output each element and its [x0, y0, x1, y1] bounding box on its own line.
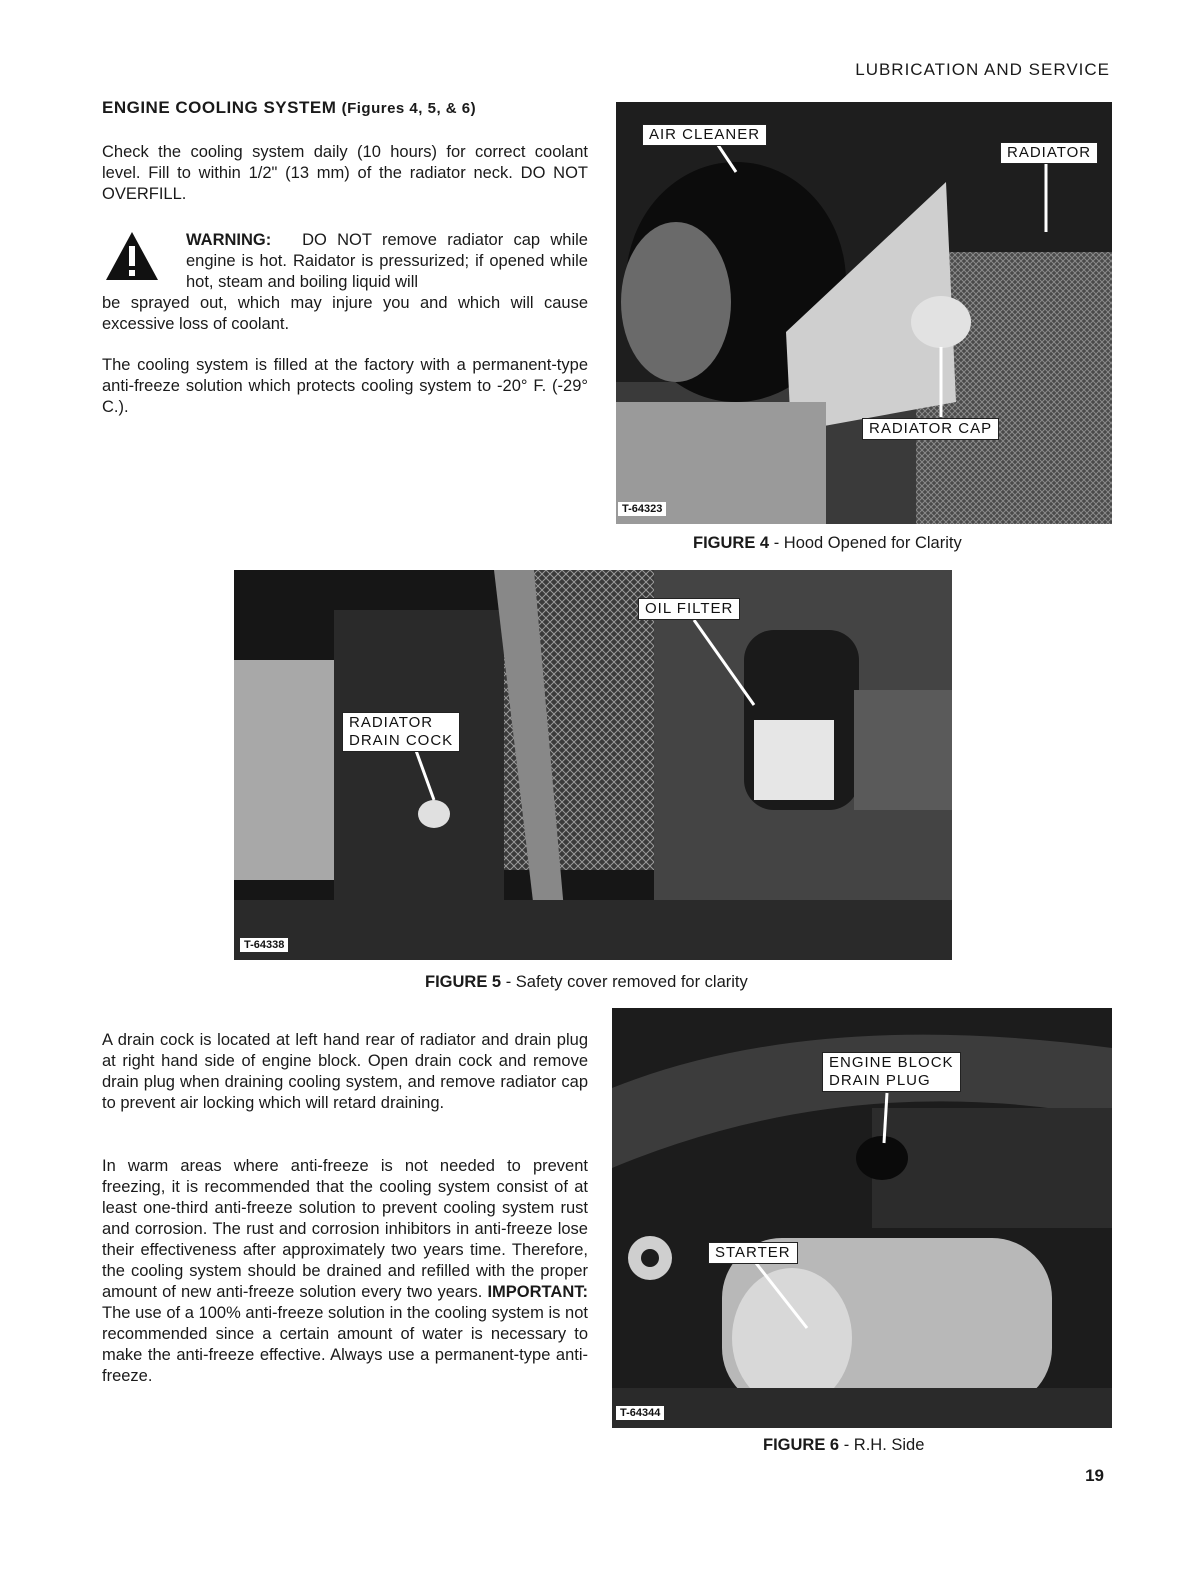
- callout-starter: STARTER: [708, 1242, 798, 1264]
- warning-label: WARNING:: [186, 231, 272, 249]
- photo-id-tag: T-64338: [240, 938, 288, 952]
- figure-4-label: FIGURE 4: [693, 534, 770, 552]
- section-title: [102, 98, 476, 118]
- important-text: The use of a 100% anti-freeze solution in the cooling system is not recommended since a certain amount of water is necessary to make the anti-freeze effective. Always use a permanent-type anti-freeze.: [102, 1304, 588, 1385]
- section-title-text: ENGINE COOLING SYSTEM: [102, 98, 337, 117]
- section-title-refs: (Figures 4, 5, & 6): [341, 100, 477, 117]
- callout-block-plug-line-2: DRAIN PLUG: [829, 1072, 931, 1089]
- figure-5-label: FIGURE 5: [425, 973, 502, 991]
- callout-drain-cock-line-1: RADIATOR: [349, 714, 434, 731]
- callout-block-plug-line-1: ENGINE BLOCK: [829, 1054, 954, 1071]
- paragraph-drain-location: A drain cock is located at left hand rear of radiator and drain plug at right hand side of engine block. Open drain cock and remove drain plug when draining cooling system, and remove radiator cap to prevent air locking which will retard draining.: [102, 1031, 588, 1112]
- figure-6-caption-text: - R.H. Side: [839, 1436, 925, 1454]
- warning-text: DO NOT remove radiator cap while engine is hot. Raidator is pressurized; if opened while hot, steam and boiling liquid will: [186, 231, 588, 291]
- callout-radiator: RADIATOR: [1000, 142, 1098, 164]
- callout-engine-block-drain-plug: [822, 1052, 961, 1092]
- figure-5-caption-text: - Safety cover removed for clarity: [501, 973, 748, 991]
- paragraph-warm-areas: [102, 1156, 588, 1387]
- callout-oil-filter: OIL FILTER: [638, 598, 740, 620]
- callout-drain-cock-line-2: DRAIN COCK: [349, 732, 454, 749]
- figure-5-caption: [425, 973, 748, 992]
- photo-id-tag: T-64323: [618, 502, 666, 516]
- figure-6-caption: [763, 1436, 924, 1455]
- callout-radiator-drain-cock: [342, 712, 460, 752]
- warning-continuation: be sprayed out, which may injure you and which will cause excessive loss of coolant.: [102, 294, 588, 333]
- callout-radiator-cap: RADIATOR CAP: [862, 418, 999, 440]
- paragraph-factory-fill: The cooling system is filled at the factory with a permanent-type anti-freeze solution which protects cooling system to -20° F. (-29° C.).: [102, 356, 588, 416]
- running-head: LUBRICATION AND SERVICE: [855, 60, 1110, 79]
- photo-id-tag: T-64344: [616, 1406, 664, 1420]
- warning-triangle-icon: [104, 230, 160, 282]
- paragraph-check-level: Check the cooling system daily (10 hours) for correct coolant level. Fill to within 1/2" (13 mm) of the radiator neck. DO NOT OVERFILL.: [102, 143, 588, 203]
- figure-4-caption-text: - Hood Opened for Clarity: [769, 534, 962, 552]
- figure-6-photo: [612, 1008, 1112, 1428]
- figure-4-caption: [693, 534, 962, 553]
- warning-block: [186, 230, 588, 293]
- figure-4-photo: [616, 102, 1112, 524]
- important-label: IMPORTANT:: [487, 1283, 588, 1301]
- figure-5-photo: [234, 570, 952, 960]
- figure-6-label: FIGURE 6: [763, 1436, 840, 1454]
- warm-areas-text: In warm areas where anti-freeze is not needed to prevent freezing, it is recommended that the cooling system consist of at least one-third anti-freeze solution to prevent cooling system rust and corrosion. The rust and corrosion inhibitors in anti-freeze lose their effectiveness after approximately two years time. Therefore, the cooling system should be drained and refilled with the proper amount of new anti-freeze solution every two years.: [102, 1157, 588, 1301]
- callout-air-cleaner: AIR CLEANER: [642, 124, 767, 146]
- page-number: 19: [1085, 1466, 1104, 1485]
